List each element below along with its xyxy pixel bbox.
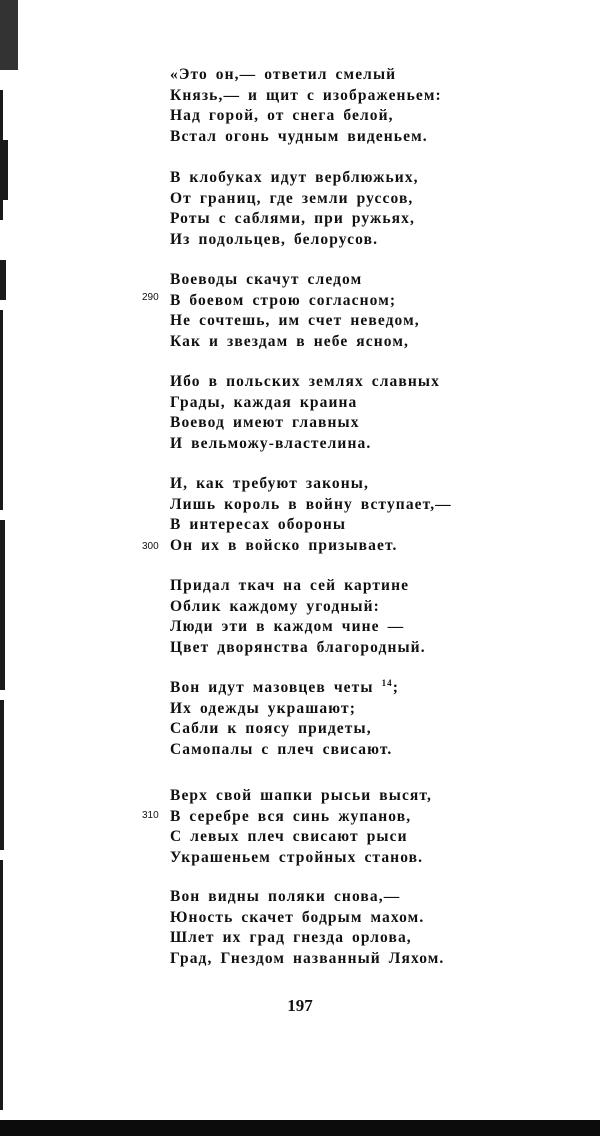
verse-line: Придал ткач на сей картине [170,577,410,594]
verse-line: Сабли к поясу придеты, [170,720,372,737]
verse-line: В клобуках идут верблюжьих, [170,169,419,186]
verse-line: Над горой, от снега белой, [170,107,394,124]
verse-line: В серебре вся синь жупанов, [170,807,412,825]
stanza-9 [170,887,444,969]
line-number: 290 [142,292,159,303]
stanza-8 [170,786,432,868]
verse-line: Воевод имеют главных [170,414,360,431]
verse-line: «Это он,— ответил смелый [170,66,397,83]
stanza-5 [170,474,452,556]
verse-line: С левых плеч свисают рыси [170,828,408,845]
book-binding-edge [0,0,22,1136]
stanza-1 [170,65,442,147]
verse-line [170,678,399,699]
stanza-2 [170,168,419,250]
verse-line: Самопалы с плеч свисают. [170,740,393,758]
page-number: 197 [287,996,313,1015]
line-number: 310 [142,810,159,821]
verse-line: Роты с саблями, при ружьях, [170,210,415,227]
verse-line: Из подольцев, белорусов. [170,230,379,248]
verse-line: Люди эти в каждом чине — [170,618,405,635]
line-number: 300 [142,541,159,552]
verse-line: Князь,— и щит с изображеньем: [170,86,442,104]
verse-line: И, как требуют законы, [170,475,369,492]
verse-line: И вельможу-властелина. [170,434,372,452]
stanza-3 [170,270,420,352]
footnote-suffix: ; [392,679,400,696]
stanza-4 [170,372,440,454]
footnote-marker[interactable]: 14 [381,677,393,688]
verse-line: Облик каждому угодный: [170,597,380,615]
verse-line: Встал огонь чудным виденьем. [170,127,428,145]
verse-line: Не сочтешь, им счет неведом, [170,312,420,329]
verse-line: Град, Гнездом названный Ляхом. [170,949,445,967]
verse-line: От границ, где земли руссов, [170,189,414,207]
stanza-7 [170,678,399,760]
verse-line: Юность скачет бодрым махом. [170,908,425,926]
verse-line: Их одежды украшают; [170,699,356,717]
verse-text: Вон идут мазовцев четы [170,679,374,696]
scan-bottom-edge [0,1120,600,1136]
stanza-6 [170,576,426,658]
verse-line: Шлет их град гнезда орлова, [170,929,412,946]
verse-line: Он их в войско призывает. [170,536,398,554]
verse-line: Верх свой шапки рысьи высят, [170,787,432,804]
verse-line: Цвет дворянства благородный. [170,638,426,656]
verse-line: Воеводы скачут следом [170,271,363,288]
verse-line: Вон видны поляки снова,— [170,888,401,905]
verse-line: В боевом строю согласном; [170,291,397,309]
verse-line: Украшеньем стройных станов. [170,848,424,866]
verse-line: В интересах обороны [170,516,347,533]
verse-line: Лишь король в войну вступает,— [170,495,452,513]
verse-line: Как и звездам в небе ясном, [170,332,409,350]
verse-line: Грады, каждая краина [170,393,358,411]
verse-line: Ибо в польских землях славных [170,373,440,390]
